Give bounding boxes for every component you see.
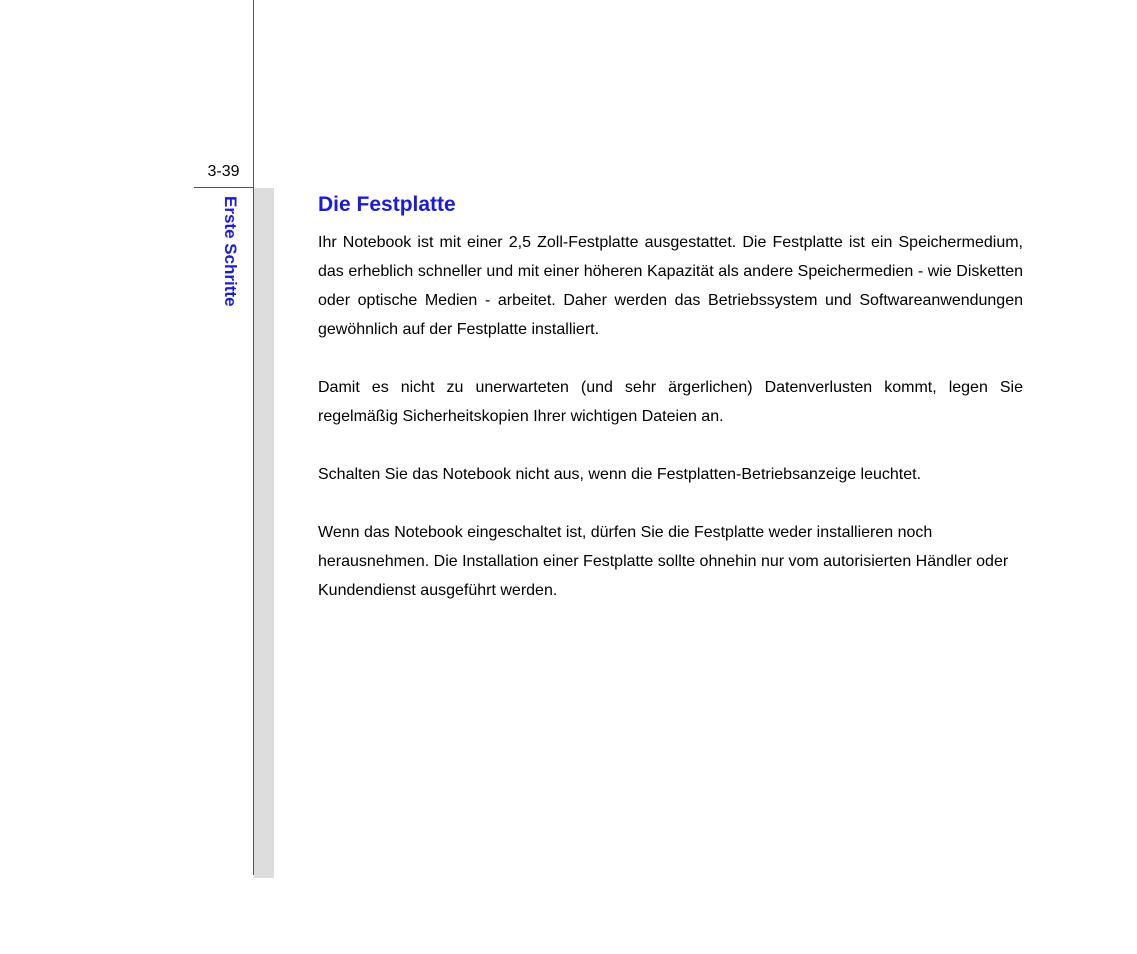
paragraph-power-warning: Schalten Sie das Notebook nicht aus, wenn die Festplatten-Betriebsanzeige leuchtet.: [318, 466, 922, 483]
paragraph-installation: Wenn das Notebook eingeschaltet ist, dürfen Sie die Festplatte weder installieren noch herausnehmen. Die Installation einer Festplatte sollte ohnehin nur vom autorisierten Händler oder Kundendienst ausgeführt werden.: [318, 524, 1009, 599]
chapter-label: Erste Schritte: [221, 196, 240, 307]
paragraph-intro: Ihr Notebook ist mit einer 2,5 Zoll-Festplatte ausgestattet. Die Festplatte ist ein Speichermedium, das erheblich schneller und mit einer höheren Kapazität als andere Speichermedien - wie Disketten oder optische Medien - arbeitet. Daher werden das Betriebssystem und Softwareanwendungen gewöhnlich auf der Festplatte installiert.: [318, 234, 1023, 338]
margin-gray-bar: [254, 188, 274, 878]
section-content: [318, 192, 1023, 634]
paragraph-backup: Damit es nicht zu unerwarteten (und sehr ärgerlichen) Datenverlusten kommt, legen Sie regelmäßig Sicherheitskopien Ihrer wichtigen Dateien an.: [318, 379, 1023, 425]
page-number: 3-39: [194, 162, 253, 188]
section-title: Die Festplatte: [318, 193, 456, 216]
